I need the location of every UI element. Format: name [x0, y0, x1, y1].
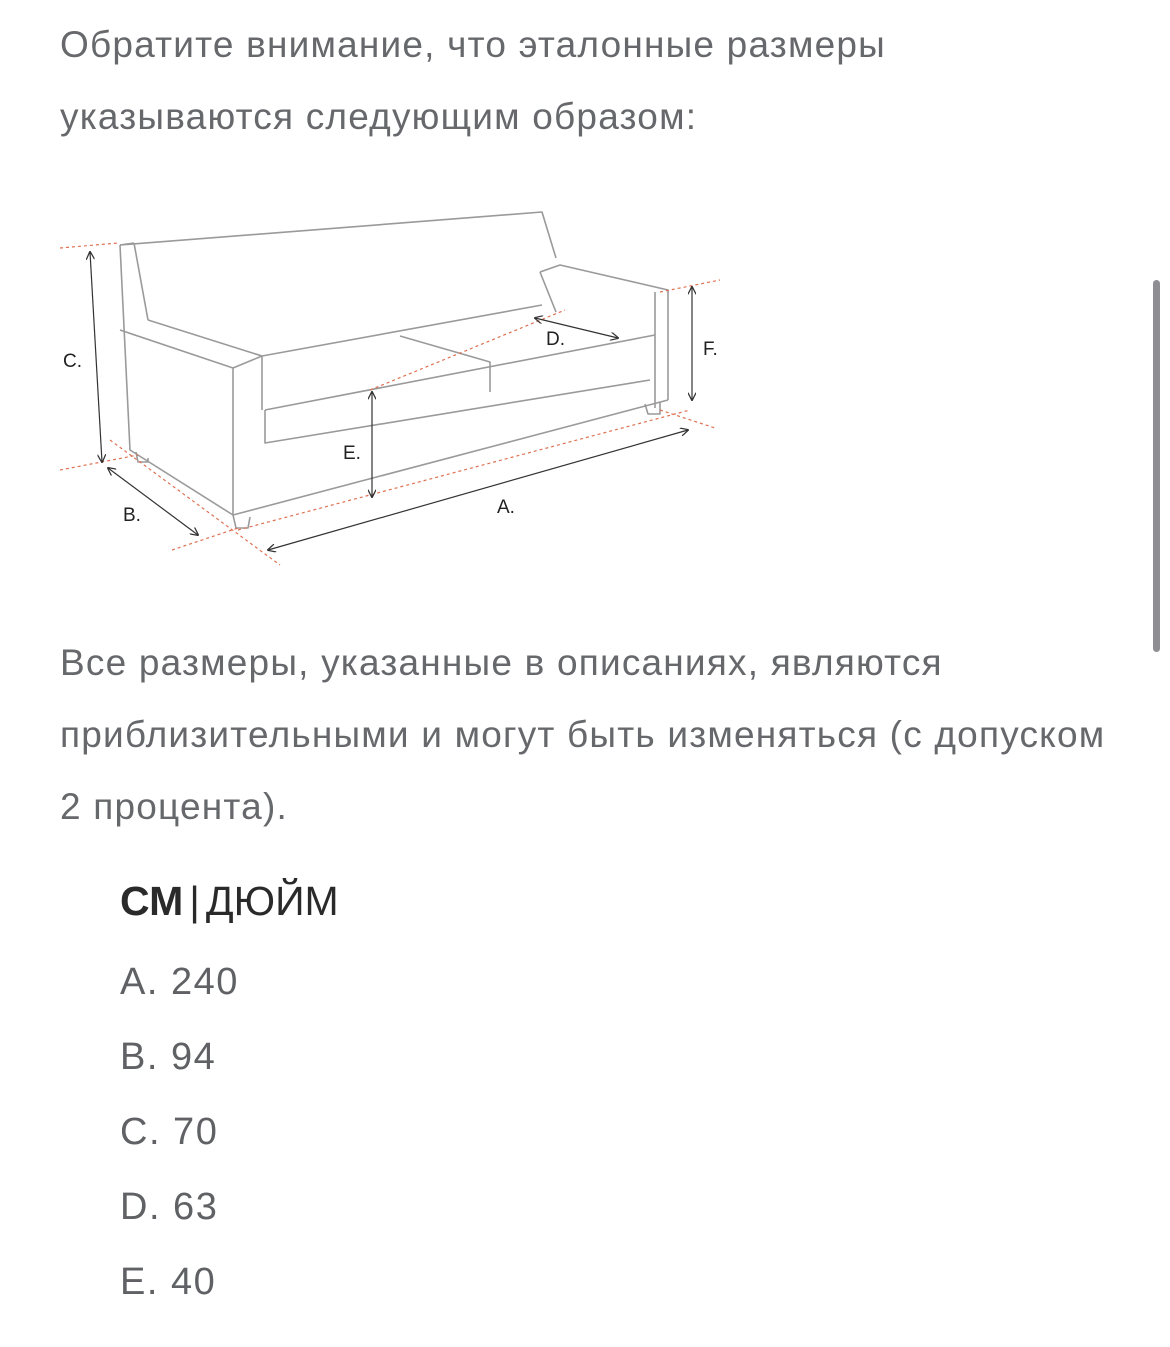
reference-guides	[60, 243, 720, 565]
dimension-labels	[63, 329, 718, 526]
dimension-b-arrow	[108, 468, 198, 535]
dimension-item-b: B. 94	[120, 1036, 217, 1078]
unit-separator: |	[189, 878, 200, 924]
dimension-list	[120, 945, 239, 1320]
sofa-dimensions-diagram	[50, 200, 750, 580]
dimension-label-b: B.	[123, 505, 141, 526]
dimension-item-e: E. 40	[120, 1261, 217, 1303]
dimension-arrows	[90, 252, 692, 550]
dimension-label-e: E.	[343, 443, 361, 464]
sofa-backrest	[120, 212, 556, 258]
dimension-label-d: D.	[546, 329, 565, 350]
sofa-outline	[120, 212, 668, 528]
vertical-scrollbar[interactable]	[1153, 280, 1160, 652]
dimension-item-c: C. 70	[120, 1111, 219, 1153]
dimension-item-a: A. 240	[120, 961, 239, 1003]
dimension-a-arrow	[268, 430, 688, 550]
dimension-label-f: F.	[703, 339, 718, 360]
sofa-left-arm	[120, 320, 262, 368]
unit-toggle	[120, 878, 339, 925]
sofa-seat-cushions	[262, 305, 542, 356]
dimension-label-a: A.	[497, 497, 515, 518]
sofa-foot	[233, 515, 250, 528]
intro-text: Обратите внимание, что эталонные размеры указываются следующим образом:	[60, 24, 886, 137]
dimension-c-arrow	[90, 252, 102, 462]
dimension-label-c: C.	[63, 351, 82, 372]
dimension-item-d: D. 63	[120, 1186, 219, 1228]
unit-inch-option[interactable]: ДЮЙМ	[205, 878, 339, 924]
unit-cm-option[interactable]: СМ	[120, 878, 184, 924]
approximate-dimensions-note: Все размеры, указанные в описаниях, являются приблизительными и могут быть изменяться (с допуском 2 процента).	[60, 642, 1106, 827]
